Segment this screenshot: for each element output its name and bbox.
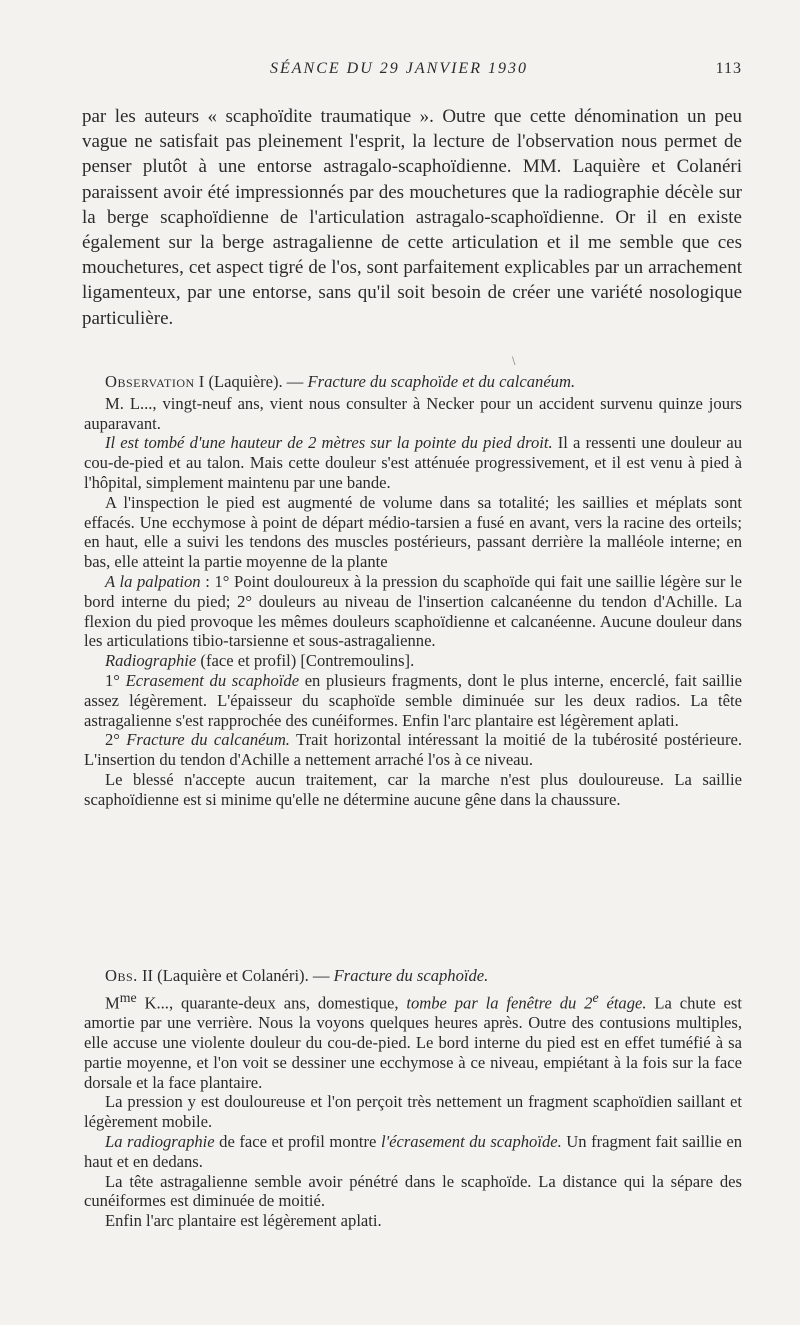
italic-phrase: étage. <box>598 993 647 1013</box>
observation-1-heading <box>84 372 742 392</box>
paragraph: La tête astragalienne semble avoir pénétré dans le scaphoïde. La distance qui la sépare des cunéiformes est diminuée de moitié. <box>84 1171 742 1211</box>
paragraph-text: Il a ressenti une douleur au cou-de-pied et au talon. Mais cette douleur s'est atténuée progressivement, et il est venu à pied à l'hôpital, simplement maintenu par une bande. <box>84 433 743 492</box>
paragraph-text: de face et profil montre <box>214 1131 381 1151</box>
paragraph <box>84 572 742 651</box>
running-header <box>80 60 742 84</box>
intro-paragraph: par les auteurs « scaphoïdite traumatique ». Outre que cette dénomination un peu vague ne satisfait pas pleinement l'esprit, la lecture de l'observation nous permet de penser plutôt à une entorse astragalo-scaphoïdienne. MM. Laquière et Colanéri paraissent avoir été impressionnés par des mouchetures que la radiographie décèle sur la berge scaphoïdienne de l'articulation astragalo-scaphoïdienne. Or il en existe également sur la berge astragalienne de cette articulation et il me semble que ces mouchetures, cet aspect tigré de l'os, sont parfaitement explicables par un arrachement ligamenteux, par une entorse, sans qu'il soit besoin de créer une variété nosologique particulière. <box>82 106 742 329</box>
list-marker: 1° <box>105 670 126 690</box>
observation-2-title: Fracture du scaphoïde. <box>333 966 489 985</box>
paragraph-text: : 1° Point douloureux à la pression du scaphoïde qui fait une saillie légère sur le bord interne du pied; 2° douleurs au niveau de l'insertion calcanéenne du tendon d'Achille. La flexion du pied provoque les mêmes douleurs scaphoïdienne et calcanéenne. Aucune douleur dans les articulations tibio-tarsienne et sous-astragalienne. <box>84 571 742 651</box>
observation-label: Obs. <box>105 966 138 985</box>
italic-phrase: Fracture du calcanéum. <box>126 730 290 750</box>
paragraph: A l'inspection le pied est augmenté de volume dans sa totalité; les saillies et méplats sont effacés. Une ecchymose à point de départ médio-tarsien a fusé en avant, vers la racine des orteils; en haut, elle a suivi les tendons des muscles postérieurs, passant derrière la malléole interne; en bas, elle atteint la partie moyenne de la plante <box>84 492 742 572</box>
header-title: SÉANCE DU 29 JANVIER 1930 <box>270 60 528 77</box>
paragraph: Le blessé n'accepte aucun traitement, car la marche n'est plus douloureuse. La saillie scaphoïdienne est si minime qu'elle ne détermine aucune gêne dans la chaussure. <box>84 769 742 809</box>
paragraph <box>84 651 742 671</box>
observation-2-heading-rest: II (Laquière et Colanéri). — <box>137 966 334 985</box>
paragraph-text: K..., quarante-deux ans, domestique, <box>136 993 407 1013</box>
paragraph: M. L..., vingt-neuf ans, vient nous consulter à Necker pour un accident survenu quinze jours auparavant. <box>84 393 742 433</box>
paragraph-text: Trait horizontal intéressant la moitié de la tubérosité postérieure. L'insertion du tendon d'Achille a nettement arraché l'os à ce niveau. <box>84 730 742 770</box>
paragraph-text: (face et profil) [Contremoulins]. <box>196 651 415 671</box>
paragraph <box>84 988 742 1093</box>
observation-label: Observation <box>105 372 195 391</box>
page-number: 113 <box>715 60 742 77</box>
list-marker: 2° <box>105 730 127 750</box>
paragraph: Enfin l'arc plantaire est légèrement aplati. <box>105 1211 382 1231</box>
paragraph-text: La chute est amortie par une verrière. Nous la voyons quelques heures après. Outre des contusions multiples, elle accuse une violente douleur du cou-de-pied. Le bord interne du pied est en effet tuméfié à sa partie moyenne, et l'on voit se dessiner une ecchymose à ce niveau, empiétant à la fois sur la face dorsale et la face plantaire. <box>84 993 742 1092</box>
italic-phrase: La radiographie <box>105 1131 215 1151</box>
paragraph <box>84 730 742 770</box>
italic-phrase: Radiographie <box>105 651 197 671</box>
observation-1-heading-rest: I (Laquière). — <box>194 372 308 391</box>
italic-phrase: Ecrasement du scaphoïde <box>125 670 300 690</box>
observation-2 <box>84 966 742 1231</box>
superscript: e <box>592 989 599 1005</box>
paragraph <box>84 1132 742 1172</box>
paragraph: La pression y est douloureuse et l'on perçoit très nettement un fragment scaphoïdien saillant et légèrement mobile. <box>84 1092 742 1132</box>
italic-phrase: tombe par la fenêtre du 2 <box>406 993 593 1013</box>
observation-1-title: Fracture du scaphoïde et du calcanéum. <box>307 372 576 391</box>
paragraph-text: en plusieurs fragments, dont le plus interne, encerclé, fait saillie assez légèrement. L'épaisseur du scaphoïde semble diminuée sur les deux radios. La tête astragalienne s'est rapprochée des cunéiformes. Enfin l'arc plantaire est légèrement aplati. <box>84 670 742 730</box>
superscript: me <box>119 989 137 1005</box>
observation-1 <box>84 372 742 810</box>
italic-phrase: A la palpation <box>105 571 201 591</box>
italic-phrase: Il est tombé d'une hauteur de 2 mètres sur la pointe du pied droit. <box>105 433 553 453</box>
abbrev: M <box>105 993 120 1013</box>
italic-phrase: l'écrasement du scaphoïde. <box>380 1131 562 1151</box>
paragraph <box>84 671 742 730</box>
paragraph <box>84 433 742 492</box>
paragraph-text: Un fragment fait saillie en haut et en dedans. <box>84 1131 742 1171</box>
observation-2-heading <box>84 966 742 986</box>
stray-mark: \ <box>512 356 516 367</box>
